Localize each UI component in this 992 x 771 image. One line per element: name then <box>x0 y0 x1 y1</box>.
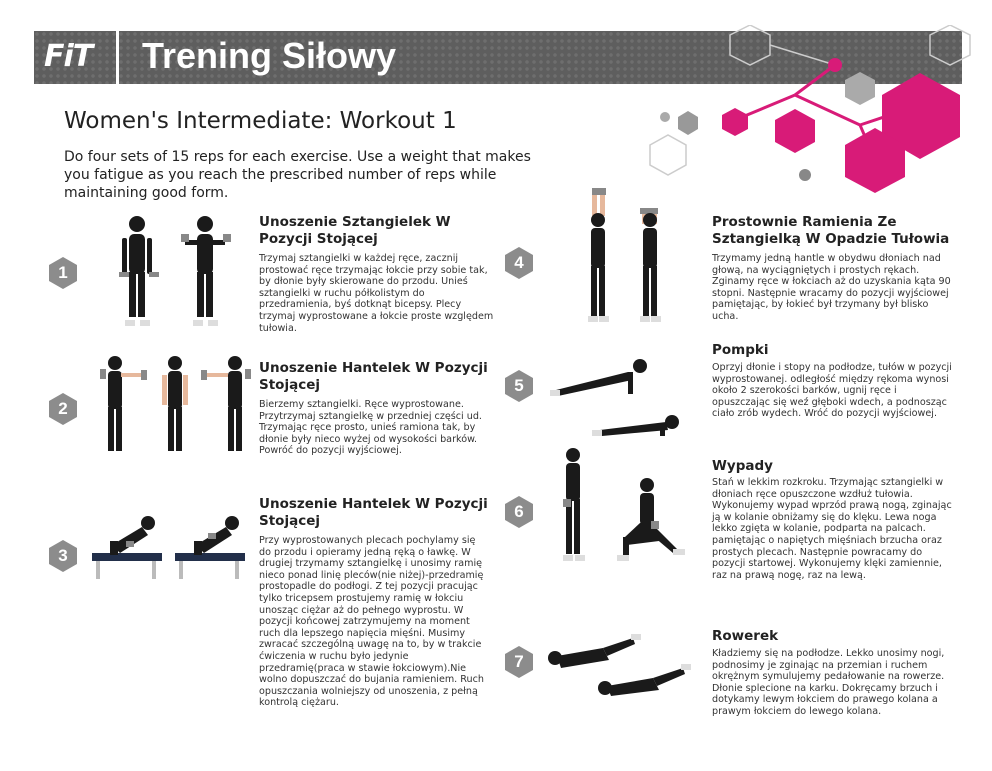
exercise-1-description: Trzymaj sztangielki w każdej ręce, zacznij prostować ręce trzymając łokcie przy sobie tak, by dłonie były skierowane do przodu. Unieś sztangielki w ruchu półkolistym do przedramienia, byś dotknąt bicepsy. Plecy trzymaj wyprostowane a łokcie proste względem tułowia. <box>259 253 494 334</box>
exercise-4-description: Trzymamy jedną hantle w obydwu dłoniach nad głową, na wyciągniętych i prostych rękach. Zginamy ręce w łokciach aż do uzyskania kąta 90 stopni. Następnie wracamy do pozycji wyjściowej pamiętając, by łokieć był trzymany był blisko ucha. <box>712 253 951 322</box>
exercise-4-illustration <box>570 188 680 333</box>
page-title: Women's Intermediate: Workout 1 <box>64 108 457 134</box>
exercise-6-description: Stań w lekkim rozkroku. Trzymając sztangielki w dłoniach ręce opuszczone wzdłuż tułowia. Wykonujemy wypad wprzód prawą nogą, zginając ją w kolanie obniżamy się do klęku. Lewa noga lekko zgięta w kolanie, podparta na palcach. pamiętając o napiętych mięśniach brzucha oraz prostych plecach. Następnie powracamy do pozycji startowej. Wykonujemy klęki zamiennie, raz na prawą nogę, raz na lewą. <box>712 477 952 581</box>
exercise-number-badge: 5 <box>502 369 536 403</box>
exercise-7-description: Kładziemy się na podłodze. Lekko unosimy nogi, podnosimy je zginając na przemian i ruchem okrężnym symulujemy pedałowanie na rowerze. Dłonie splecione na karku. Dokręcamy brzuch i dotykamy lewym łokciem do prawego kolana a prawym łokciem do lewego kolana. <box>712 648 945 717</box>
exercise-number-badge: 4 <box>502 246 536 280</box>
exercise-number-badge: 2 <box>46 392 80 426</box>
exercise-5-illustration <box>548 352 683 442</box>
exercise-1-title: Unoszenie Sztangielek W Pozycji Stojącej <box>259 214 451 247</box>
exercise-6-title: Wypady <box>712 458 773 474</box>
exercise-3-illustration <box>90 513 255 588</box>
fit-logo: FiT <box>44 39 93 74</box>
exercise-5-description: Oprzyj dłonie i stopy na podłodze, tułów w pozycji wyprostowanej. odległość między rękoma wynosi około 2 szerokości barków, ugnij ręce i opuszczając się weź głęboki wdech, a podnosząc ciało zrób wydech. Wróć do pozycji wyjściowej. <box>712 362 952 420</box>
exercise-number-badge: 6 <box>502 495 536 529</box>
banner-title: Trening Siłowy <box>142 35 397 76</box>
molecule-decoration <box>620 25 992 205</box>
exercise-5-title: Pompki <box>712 342 769 358</box>
exercise-number-badge: 1 <box>46 256 80 290</box>
exercise-number-badge: 3 <box>46 539 80 573</box>
exercise-6-illustration <box>555 445 695 570</box>
exercise-2-description: Bierzemy sztangielki. Ręce wyprostowane. Przytrzymaj sztangielkę w przedniej części ud. Trzymając ręce prosto, unieś ramiona tak, by dłonie były nieco wyżej od wysokości barków. Powróć do pozycji wyjściowej. <box>259 399 482 457</box>
exercise-1-illustration <box>105 212 245 337</box>
intro-text: Do four sets of 15 reps for each exercise. Use a weight that makes you fatigue as you reach the prescribed number of reps while maintaining good form. <box>64 149 531 201</box>
exercise-3-description: Przy wyprostowanych plecach pochylamy się do przodu i opieramy jedną ręką o ławkę. W drugiej trzymamy sztangielkę i unosimy ramię nieco ponad linię pleców(nie niżej)-przedramię prostopadle do podłogi. Z tej pozycji pracując tylko tricepsem prostujemy ramię w łokciu unosząc ciężar aż do pełnego wyprostu. W pozycji końcowej zatrzymujemy na moment ruch dla lepszego napięcia mięśni. Musimy zwracać szczególną uwagę na to, by w trakcie ćwiczenia w ruchu było jedynie przedramię(praca w stawie łokciowym).Nie wolno dopuszczać do bujania ramieniem. Ruch opuszczania wolniejszy od unoszenia, z pełną kontrolą ciężaru. <box>259 535 484 709</box>
exercise-2-illustration <box>95 353 255 463</box>
exercise-7-title: Rowerek <box>712 628 779 644</box>
exercise-4-title: Prostownie Ramienia Ze Sztangielką W Opadzie Tułowia <box>712 214 950 247</box>
exercise-7-illustration <box>543 628 693 703</box>
banner-divider <box>116 31 119 84</box>
exercise-number-badge: 7 <box>502 645 536 679</box>
exercise-3-title: Unoszenie Hantelek W Pozycji Stojącej <box>259 496 488 529</box>
exercise-2-title: Unoszenie Hantelek W Pozycji Stojącej <box>259 360 488 393</box>
